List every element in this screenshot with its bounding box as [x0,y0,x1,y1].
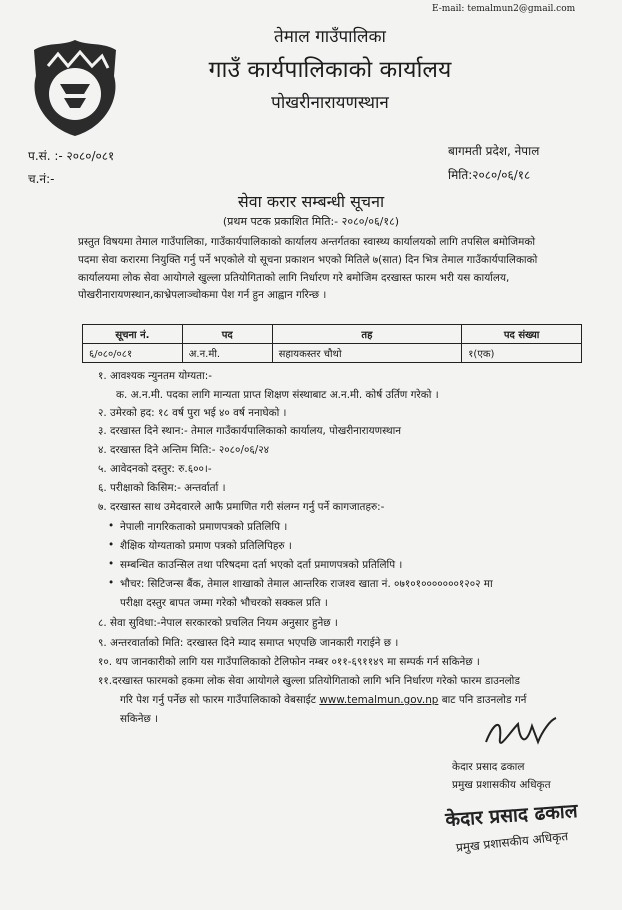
intro-line: कार्यालयमा लोक सेवा आयोगले खुल्ला प्रतियोगिताको लागि निर्धारण गरे बमोजिम दरखास्त फारम भरी यस कार्यालय, [78,271,510,284]
list-item: ६. परीक्षाको किसिम:- अन्तर्वार्ता । [98,482,226,494]
list-item: ९. अन्तरवार्ताको मिति: दरखास्त दिने म्याद समाप्त भएपछि जानकारी गराईने छ । [98,637,399,649]
list-item: ५. आवेदनको दस्तुर: रु.६००।- [98,463,212,475]
stamp-name: केदार प्रसाद ढकाल [444,799,579,832]
table-cell: अ.न.मी. [182,344,272,363]
bullet-item: • भौचर: सिटिजन्स बैंक, तेमाल शाखाको तेमाल आन्तरिक राजश्व खाता नं. ०७१०१०००००००१२०२ मा [120,577,493,591]
vacancy-table [82,324,582,363]
intro-line: प्रस्तुत विषयमा तेमाल गाउँपालिका, गाउँकार्यपालिकाको कार्यालय अन्तर्गतका स्वास्थ्य कार्यालयको लागि तपसिल बमोजिमको [78,236,536,248]
list-item: ११.दरखास्त फारमको हकमा लोक सेवा आयोगले खुल्ला प्रतियोगिताको लागि भनि निर्धारण गरेको फारम डाउनलोड [98,675,520,687]
column-header: पद [182,325,272,344]
list-item: १०. थप जानकारीको लागि यस गाउँपालिकाको टेलिफोन नम्बर ०११-६९११४९ मा सम्पर्क गर्न सकिनेछ । [98,656,480,668]
intro-line: पदमा सेवा करारमा नियुक्ति गर्नु पर्ने भएकोले यो सूचना प्रकाशन भएको मितिले ७(सात) दिन भित्र तेमाल गाउँकार्यपालिकाको [78,253,538,266]
municipality-name: तेमाल गाउँपालिका [274,27,386,47]
list-item: ४. दरखास्त दिने अन्तिम मिति:- २०८०/०६/२४ [98,444,270,456]
bullet-item: • शैक्षिक योग्यताको प्रमाण पत्रको प्रतिलिपिहरु । [120,539,292,553]
table-cell: सहायकस्तर चौथो [272,344,462,363]
column-header: पद संख्या [462,325,582,344]
list-item [120,693,526,707]
province-location: बागमती प्रदेश, नेपाल [448,144,540,158]
table-cell: ६/०८०/०८१ [83,344,183,363]
notice-title: सेवा करार सम्बन्धी सूचना [237,192,385,211]
stamp-post: प्रमुख प्रशासकीय अधिकृत [455,829,569,855]
list-item: ३. दरखास्त दिने स्थान:- तेमाल गाउँकार्यपालिकाको कार्यालय, पोखरीनारायणस्थान [98,425,402,437]
office-location: पोखरीनारायणस्थान [271,93,389,113]
email-address: E-mail: temalmun2@gmail.com [432,4,576,14]
office-name: गाउँ कार्यपालिकाको कार्यालय [208,57,452,83]
list-item: क. अ.न.मी. पदका लागि मान्यता प्राप्त शिक्षण संस्थाबाट अ.न.मी. कोर्ष उर्तिण गरेको । [116,389,439,401]
signer-name: केदार प्रसाद ढकाल [452,761,525,773]
table-row [83,344,582,363]
list-text: बाट पनि डाउनलोड गर्न [441,694,527,706]
official-stamp [440,795,600,855]
list-text: गरि पेश गर्नु पर्नेछ सो फारम गाउँपालिकाको वेबसाईट [120,694,316,706]
dispatch-number: च.नं:- [28,172,55,186]
website-link[interactable]: www.temalmun.gov.np [319,694,439,706]
list-item: १. आवश्यक न्युनतम योग्यता:- [98,370,212,382]
signer-post: प्रमुख प्रशासकीय अधिकृत [452,779,551,791]
notice-subtitle: (प्रथम पटक प्रकाशित मिति:- २०८०/०६/१८) [222,215,400,228]
column-header: सूचना नं. [83,325,183,344]
reference-number: प.सं. :- २०८०/०८१ [28,149,115,163]
list-item: ७. दरखास्त साथ उमेदवारले आफै प्रमाणित गरी संलग्न गर्नु पर्ने कागजातहरु:- [98,501,385,513]
handwritten-signature [480,712,560,760]
list-item: सकिनेछ । [120,713,158,725]
bullet-item: • सम्बन्धित काउन्सिल तथा परिषदमा दर्ता भएको दर्ता प्रमाणपत्रको प्रतिलिपि । [120,558,402,572]
list-item: २. उमेरको हद: १८ वर्ष पुरा भई ४० वर्ष ननाघेको । [98,407,287,419]
emblem-logo [28,36,123,140]
intro-paragraph [78,234,584,305]
list-item: परीक्षा दस्तुर बापत जम्मा गरेको भौचरको सक्कल प्रति । [120,597,328,609]
bullet-item: • नेपाली नागरिकताको प्रमाणपत्रको प्रतिलिपि । [120,520,287,534]
table-header-row [83,325,582,344]
list-item: ८. सेवा सुविधा:-नेपाल सरकारको प्रचलित नियम अनुसार हुनेछ । [98,617,338,629]
column-header: तह [272,325,462,344]
notice-date: मिति:२०८०/०६/१८ [448,168,531,182]
intro-line: पोखरीनारायणस्थान,काभ्रेपलाञ्चोकमा पेश गर्न हुन आह्वान गरिन्छ । [78,289,327,302]
table-cell: १(एक) [462,344,582,363]
